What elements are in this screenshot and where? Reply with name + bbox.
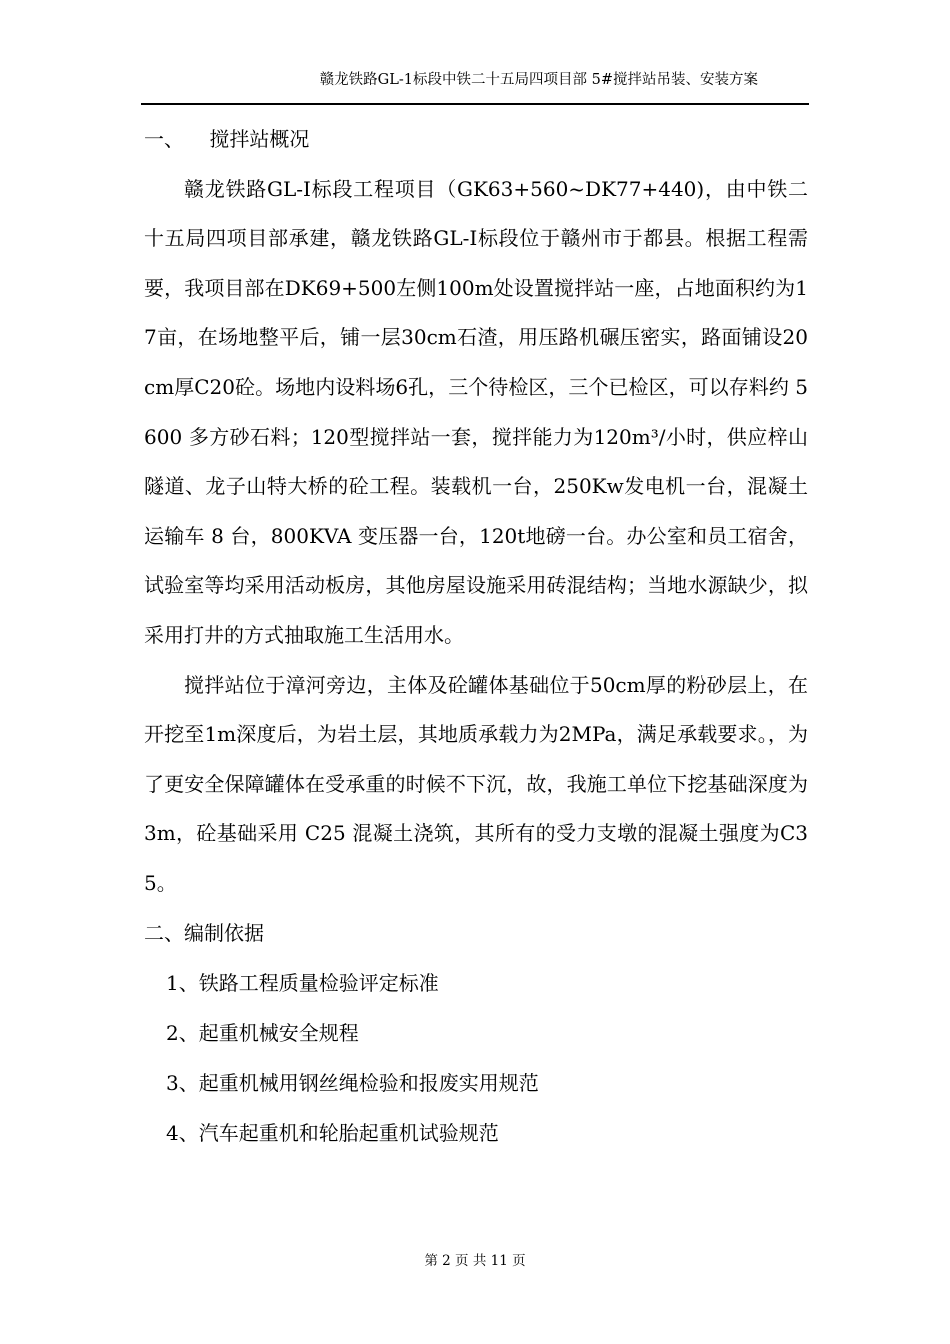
page-number-footer: 第 2 页 共 11 页 [424, 1253, 526, 1269]
page-content [144, 115, 808, 1158]
list-item: 3、起重机械用钢丝绳检验和报废实用规范 [166, 1071, 539, 1096]
running-header: 赣龙铁路GL-1标段中铁二十五局四项目部 5#搅拌站吊装、安装方案 [319, 72, 758, 88]
section-heading-overview: 一、 搅拌站概况 [144, 127, 310, 151]
paragraph-overview-2: 搅拌站位于漳河旁边，主体及砼罐体基础位于50cm厚的粉砂层上，在开挖至1m深度后，为岩土层，其地质承载力为2MPa，满足承载要求。，为了更安全保障罐体在受承重的时候不下沉，故，我施工单位下挖基础深度为 3m，砼基础采用 C25 混凝土浇筑，其所有的受力支墩的混凝土强度为C35。 [144, 672, 808, 895]
list-item: 2、起重机械安全规程 [166, 1021, 359, 1046]
list-item: 4、汽车起重机和轮胎起重机试验规范 [166, 1121, 499, 1146]
header-rule [141, 103, 809, 105]
list-item: 1、铁路工程质量检验评定标准 [166, 971, 439, 996]
section-heading-basis: 二、编制依据 [144, 920, 264, 945]
paragraph-overview-1: 赣龙铁路GL-I标段工程项目（GK63+560~DK77+440)，由中铁二十五局四项目部承建，赣龙铁路GL-I标段位于赣州市于都县。根据工程需要，我项目部在DK69+500左侧100m处设置搅拌站一座，占地面积约为17亩，在场地整平后，铺一层30cm石渣，用压路机碾压密实，路面铺设20cm厚C20砼。场地内设料场6孔，三个待检区，三个已检区，可以存料约 5600 多方砂石料；120型搅拌站一套，搅拌能力为120m³/小时，供应梓山隧道、龙子山特大桥的砼工程。装载机一台，250Kw发电机一台，混凝土运输车 8 台，800KVA 变压器一台，120t地磅一台。办公室和员工宿舍，试验室等均采用活动板房，其他房屋设施采用砖混结构；当地水源缺少，拟采用打井的方式抽取施工生活用水。 [144, 176, 808, 647]
